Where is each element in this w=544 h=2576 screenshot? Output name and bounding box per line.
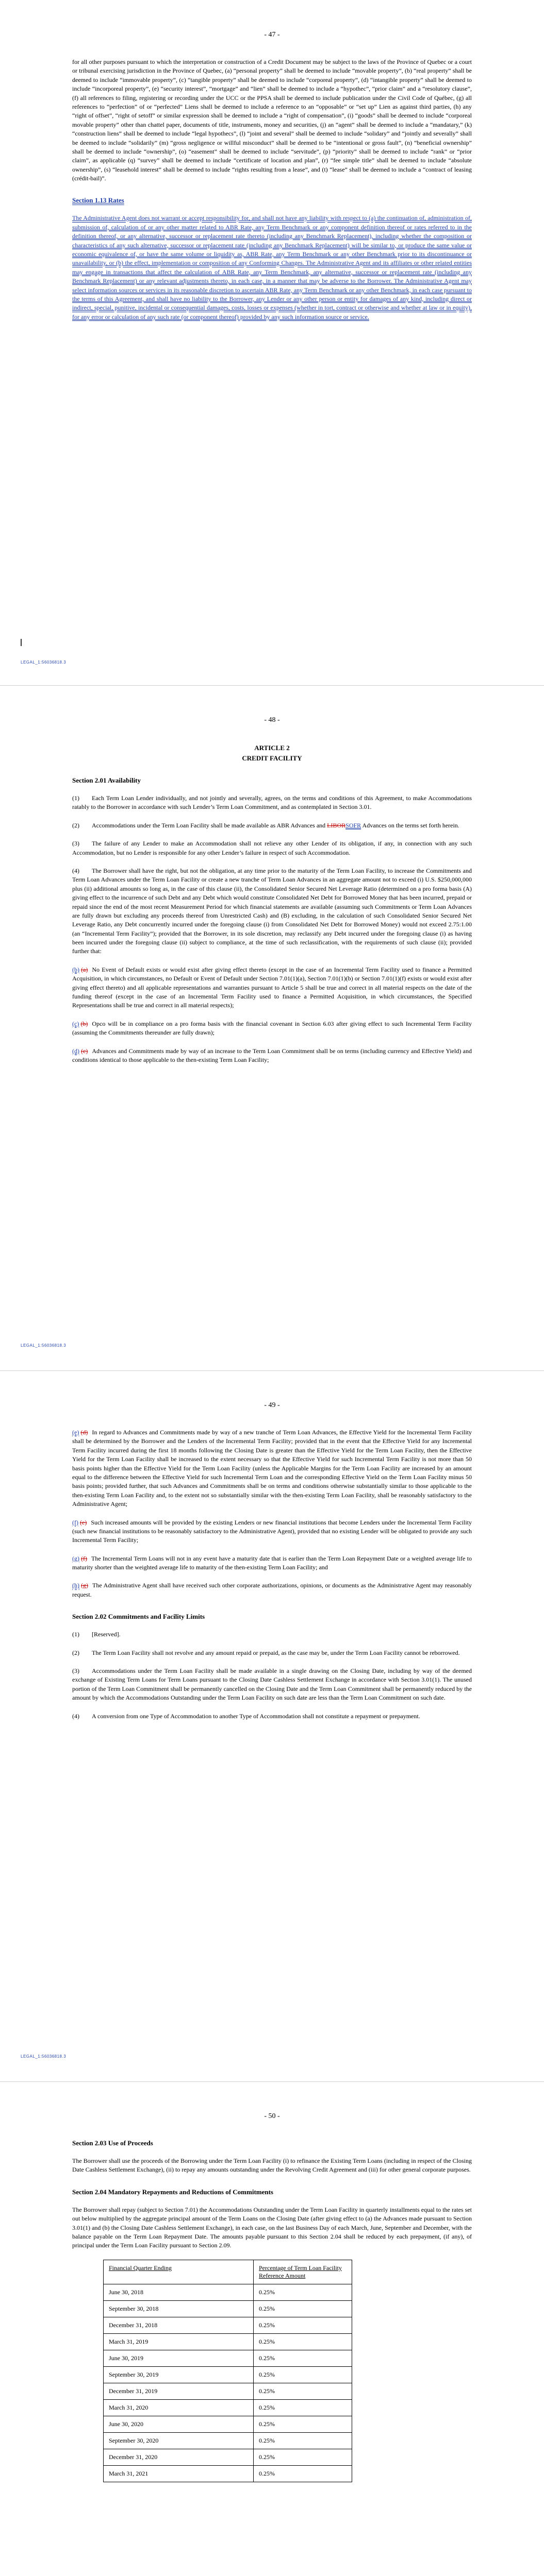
section-heading-rates: Section 1.13 Rates	[72, 196, 124, 205]
inserted-marker: (g)	[72, 1554, 79, 1562]
section-body-rates: The Administrative Agent does not warrant or accept responsibility for, and shall not have any liability with respect to (a) the continuation of, administration of, submission of, calculation of or any other matter related to ABR Rate, any Term Benchmark or any component definition thereof or rates referred to in the definition thereof, or any alternative, successor or replacement rate thereto (including any Benchmark Replacement), including whether the composition or characteristics of any such alternative, successor or replacement rate (including any Benchmark Replacement) will be similar to, or produce the same value or economic equivalence of, or have the same volume or liquidity as, ABR Rate, any Term Benchmark or any other Benchmark prior to its discontinuance or unavailability, or (b) the effect, implementation or composition of any Conforming Changes. The Administrative Agent and its affiliates or other related entities may engage in transactions that affect the calculation of ABR Rate, any Term Benchmark, any alternative, successor or replacement rate (including any Benchmark Replacement) or any relevant adjustments thereto, in each case, in a manner that may be adverse to the Borrower. The Administrative Agent may select information sources or services in its reasonable discretion to ascertain ABR Rate, any Term Benchmark or any other Benchmark, in each case pursuant to the terms of this Agreement, and shall have no liability to the Borrower, any Lender or any other person or entity for damages of any kind, including direct or indirect, special, punitive, incidental or consequential damages, costs, losses or expenses (whether in tort, contract or otherwise and whether at law or in equity), for any error or calculation of any such rate (or component thereof) provided by any such information source or service.	[72, 214, 472, 320]
item-text: Accommodations under the Term Loan Facility shall be made available as ABR Advances and	[92, 821, 327, 829]
inserted-text: SOFR	[345, 821, 361, 829]
item-text: Each Term Loan Lender individually, and not jointly and severally, agrees, on the terms and conditions of this Agreement, to make Accommodations ratably to the Borrower in accordance with such Lender’s Term Loan Commitment, and as contemplated in Section 3.01.	[72, 794, 472, 811]
item-label: (3)	[72, 840, 79, 848]
section-body-mandatory-repayments: The Borrower shall repay (subject to Section 7.01) the Accommodations Outstanding under the Term Loan Facility in quarterly installments equal to the rates set out below multiplied by the aggregate principal amount of the Term Loans on the Closing Date (after giving effect to (a) the Advances made pursuant to Section 3.01(1) and (b) the Closing Date Cashless Settlement Exchange), in each case, on the last Business Day of each March, June, September and December, with the balance payable on the Term Loan Repayment Date. The amounts payable pursuant to this Section 2.04 shall be reduced by each prepayment, (if any), of principal under the Term Loan Facility pursuant to Section 2.09.	[72, 2206, 472, 2249]
item-text: Accommodations under the Term Loan Facility shall be made available in a single drawing on the Closing Date, including by way of the deemed exchange of Existing Term Loans for Term Loans pursuant to the Closing Date Cashless Settlement Exchange in accordance with Section 3.01(1). The unused portion of the Term Loan Commitment shall be permanently cancelled on the Closing Date and the Term Loan Commitment shall be permanently reduced by the amount by which the Accommodations Outstanding under the Term Loan Facility on such date are less than the Term Loan Commitment on such date.	[72, 1667, 472, 1702]
article-heading	[72, 743, 472, 763]
page-number: - 49 -	[264, 1401, 280, 1409]
table-row	[104, 2366, 352, 2383]
item-label: (2)	[72, 821, 79, 829]
paragraph-quebec-interpretation: for all other purposes pursuant to which the interpretation or construction of a Credit Document may be subject to the laws of the Province of Quebec or a court or tribunal exercising jurisdiction in the Province of Quebec, (a) “personal property” shall be deemed to include “movable property”, (b) “real property” shall be deemed to include “immovable property”, (c) “tangible property” shall be deemed to include “corporeal property”, (d) “intangible property” shall be deemed to include “incorporeal property”, (e) “security interest”, “mortgage” and “lien” shall be deemed to include a “hypothec”, “prior claim” and a “resolutory clause”, (f) all references to filing, registering or recording under the UCC or the PPSA shall be deemed to include publication under the Civil Code of Québec, (g) all references to “perfection” of or “perfected” Liens shall be deemed to include a reference to an “opposable” or “set up” Lien as against third parties, (h) any “right of offset”, “right of setoff” or similar expression shall be deemed to include a “right of compensation”, (i) “goods” shall be deemed to include “corporeal movable property” other than chattel paper, documents of title, instruments, money and securities, (j) an “agent” shall be deemed to include a “mandatary,” (k) “construction liens” shall be deemed to include “legal hypothecs”, (l) “joint and several” shall be deemed to include “solidary” and “jointly and severally” shall be deemed to include “solidarily” (m) “gross negligence or willful misconduct” shall be deemed to be “intentional or gross fault”, (n) “beneficial ownership” shall be deemed to include “ownership”, (o) “easement” shall be deemed to include “servitude”, (p) “priority” shall be deemed to include “rank” or “prior claim”, as applicable (q) “survey” shall be deemed to include “certificate of location and plan”, (r) “fee simple title” shall be deemed to include “absolute ownership”, (s) “leasehold interest” shall be deemed to include “rights resulting from a lease”, and (t) “lease” shall be deemed to include a “contract of leasing (crédit-bail)”.	[72, 58, 472, 182]
table-row	[104, 2350, 352, 2366]
section-heading-mandatory-repayments: Section 2.04 Mandatory Repayments and Reductions of Commitments	[72, 2188, 273, 2196]
sub-item	[72, 1047, 472, 1065]
page-separator	[0, 1370, 544, 1371]
cell-percentage: 0.25%	[254, 2333, 352, 2350]
section-heading-use-of-proceeds: Section 2.03 Use of Proceeds	[72, 2139, 153, 2147]
sub-item	[72, 1518, 472, 1545]
page-49	[0, 1370, 544, 2081]
section-body-use-of-proceeds: The Borrower shall use the proceeds of the Borrowing under the Term Loan Facility (i) to refinance the Existing Term Loans (including in respect of the Closing Date Cashless Settlement Exchange), (ii) to repay any amounts outstanding under the Revolving Credit Agreement and (iii) for other general corporate purposes.	[72, 2157, 472, 2174]
table-row	[104, 2284, 352, 2300]
deleted-marker: (b)	[80, 1020, 88, 1027]
deleted-text: LIBOR	[327, 821, 346, 829]
page-number: - 50 -	[264, 2112, 280, 2120]
change-bar	[21, 639, 22, 646]
page-separator	[0, 685, 544, 686]
item-label: (4)	[72, 1712, 79, 1720]
list-item	[72, 839, 472, 857]
item-text: Advances on the terms set forth herein.	[361, 821, 459, 829]
section-heading-availability: Section 2.01 Availability	[72, 776, 141, 784]
article-title: CREDIT FACILITY	[242, 754, 302, 762]
page-number: - 48 -	[264, 716, 280, 724]
list-item	[72, 1630, 472, 1639]
sub-item	[72, 1581, 472, 1599]
inserted-marker: (d)	[72, 1047, 79, 1055]
page-47	[0, 0, 544, 685]
sub-item	[72, 965, 472, 1010]
cell-percentage: 0.25%	[254, 2432, 352, 2449]
cell-percentage: 0.25%	[254, 2383, 352, 2399]
table-header-row	[104, 2260, 352, 2284]
table-row	[104, 2449, 352, 2465]
table-row	[104, 2333, 352, 2350]
sub-item	[72, 1554, 472, 1572]
item-text: The failure of any Lender to make an Accommodation shall not relieve any other Lender of its obligation, if any, in connection with any such Accommodation, but no Lender is responsible for any other Lender’s failure in respect of such Accommodation.	[72, 840, 472, 856]
sub-item-text: Advances and Commitments made by way of an increase to the Term Loan Commitment shall be on terms (including currency and Effective Yield) and conditions identical to those applicable to the then-existing Term Loan Facility;	[72, 1047, 472, 1063]
deleted-marker: (g)	[81, 1582, 88, 1589]
sub-item-text: Such increased amounts will be provided by the existing Lenders or new financial institutions that become Lenders under the Incremental Term Facility (such new financial institutions to be reasonably satisfactory to the Administrative Agent), provided that no existing Lender will be obligated to provide any such Incremental Term Facility;	[72, 1518, 472, 1544]
cell-percentage: 0.25%	[254, 2350, 352, 2366]
cell-percentage: 0.25%	[254, 2465, 352, 2482]
cell-quarter: June 30, 2019	[104, 2350, 254, 2366]
cell-quarter: September 30, 2018	[104, 2300, 254, 2317]
cell-quarter: June 30, 2020	[104, 2416, 254, 2432]
sub-item	[72, 1020, 472, 1038]
sub-item	[72, 1428, 472, 1509]
footer-document-ref: LEGAL_1:56036818.3	[21, 660, 67, 665]
item-text: The Term Loan Facility shall not revolve and any amount repaid or prepaid, as the case may be, under the Term Loan Facility cannot be reborrowed.	[92, 1649, 460, 1656]
footer-document-ref: LEGAL_1:56036818.3	[21, 1343, 67, 1348]
sub-item-text: The Administrative Agent shall have received such other corporate authorizations, opinions, or documents as the Administrative Agent may reasonably request.	[72, 1582, 472, 1598]
list-item	[72, 1712, 472, 1721]
item-label: (3)	[72, 1667, 79, 1675]
table-row	[104, 2317, 352, 2333]
cell-percentage: 0.25%	[254, 2449, 352, 2465]
cell-quarter: December 31, 2019	[104, 2383, 254, 2399]
table-row	[104, 2465, 352, 2482]
cell-percentage: 0.25%	[254, 2416, 352, 2432]
cell-quarter: September 30, 2020	[104, 2432, 254, 2449]
article-number: ARTICLE 2	[254, 744, 290, 752]
table-row	[104, 2416, 352, 2432]
inserted-marker: (b)	[72, 965, 79, 973]
table-row	[104, 2383, 352, 2399]
cell-quarter: March 31, 2021	[104, 2465, 254, 2482]
cell-percentage: 0.25%	[254, 2317, 352, 2333]
deleted-marker: (c)	[81, 1047, 88, 1055]
cell-percentage: 0.25%	[254, 2300, 352, 2317]
item-text: [Reserved].	[92, 1631, 121, 1638]
page-50	[0, 2081, 544, 2576]
cell-percentage: 0.25%	[254, 2399, 352, 2416]
column-header-percentage: Percentage of Term Loan Facility Reference Amount	[254, 2260, 352, 2284]
cell-quarter: March 31, 2020	[104, 2399, 254, 2416]
list-item	[72, 821, 472, 830]
inserted-marker: (c)	[72, 1020, 79, 1027]
item-label: (4)	[72, 867, 79, 874]
deleted-marker: (a)	[81, 965, 88, 973]
list-item	[72, 867, 472, 956]
list-item	[72, 794, 472, 812]
sub-item-text: No Event of Default exists or would exist after giving effect thereto (except in the case of an Incremental Term Facility used to finance a Permitted Acquisition, in which circumstances, no Default or Event of Default under Section 7.01(1)(a), Section 7.01(1)(b) or Section 7.01(1)(f) exists or would exist after giving effect thereto) and all applicable representations and warranties pursuant to Article 5 shall be true and correct in all material respects on the date of the funding thereof (except in the case of an Incremental Term Facility used to finance a Permitted Acquisition, in which circumstances, the Specified Representations shall be true and correct in all material respects);	[72, 965, 472, 1009]
cell-quarter: December 31, 2020	[104, 2449, 254, 2465]
column-header-quarter: Financial Quarter Ending	[104, 2260, 254, 2284]
item-label: (1)	[72, 794, 79, 802]
page-48	[0, 685, 544, 1370]
inserted-marker: (e)	[72, 1429, 79, 1436]
deleted-marker: (e)	[80, 1518, 87, 1526]
sub-item-text: The Incremental Term Loans will not in any event have a maturity date that is earlier than the Term Loan Repayment Date or a weighted average life to maturity shorter than the weighted average life to maturity of the then-existing Term Loan Facility; and	[72, 1554, 472, 1571]
list-item	[72, 1667, 472, 1703]
page-number: - 47 -	[264, 31, 280, 39]
sub-item-text: Opco will be in compliance on a pro forma basis with the financial covenant in Section 6.03 after giving effect to such Incremental Term Facility (assuming the Commitments thereunder are fully drawn);	[72, 1020, 472, 1037]
inserted-marker: (h)	[72, 1582, 79, 1589]
footer-document-ref: LEGAL_1:56036818.3	[21, 2054, 67, 2059]
table-row	[104, 2300, 352, 2317]
page-separator	[0, 2081, 544, 2082]
cell-percentage: 0.25%	[254, 2284, 352, 2300]
deleted-marker: (d)	[80, 1429, 88, 1436]
cell-quarter: December 31, 2018	[104, 2317, 254, 2333]
cell-quarter: September 30, 2019	[104, 2366, 254, 2383]
item-text: The Borrower shall have the right, but not the obligation, at any time prior to the maturity of the Term Loan Facility, to increase the Commitments and Term Loan Advances under the Term Loan Facility or create a new tranche of Term Loan Advances in an aggregate amount not to exceed (i) U.S. $250,000,000 plus (ii) additional amounts so long as, in the case of this clause (ii), the Consolidated Senior Secured Net Leverage Ratio (determined on a pro forma basis (A) giving effect to the incurrence of such Debt and any Debt which would constitute Consolidated Net Debt for Borrowed Money that has been incurred, prepaid or repaid since the end of the most recent Measurement Period for which financial statements are available (assuming such Commitments or Term Loan Advances are fully drawn but excluding any proceeds thereof from Unrestricted Cash) and (B) excluding, in the calculation of such Consolidated Senior Secured Net Leverage Ratio, any Debt concurrently incurred under the foregoing clause (i) from Consolidated Net Debt for Borrowed Money) would not exceed 2.75:1.00 (an “Incremental Term Facility”); provided that the Borrower, in its sole discretion, may reclassify any Debt incurred under the foregoing clause (i) as having been incurred under the foregoing clause (ii) subject to compliance, at the time of such reclassification, with the requirements of such clause (ii); provided further that:	[72, 867, 472, 955]
cell-percentage: 0.25%	[254, 2366, 352, 2383]
table-body	[104, 2284, 352, 2482]
deleted-marker: (f)	[81, 1554, 87, 1562]
list-item	[72, 1649, 472, 1657]
item-label: (1)	[72, 1631, 79, 1638]
cell-quarter: June 30, 2018	[104, 2284, 254, 2300]
inserted-marker: (f)	[72, 1518, 78, 1526]
amortization-table	[103, 2260, 352, 2482]
cell-quarter: March 31, 2019	[104, 2333, 254, 2350]
table-row	[104, 2399, 352, 2416]
item-label: (2)	[72, 1649, 79, 1656]
item-text: A conversion from one Type of Accommodation to another Type of Accommodation shall not constitute a repayment or prepayment.	[92, 1712, 420, 1720]
table-row	[104, 2432, 352, 2449]
sub-item-text: In regard to Advances and Commitments made by way of a new tranche of Term Loan Advances, the Effective Yield for the Incremental Term Facility shall be determined by the Borrower and the Lenders of the Incremental Term Facility; provided that in the event that the Effective Yield for any Incremental Term Facility incurred during the first 18 months following the Closing Date is greater than the Effective Yield for the Term Loan Facility, then the Effective Yield for the Term Loan Facility shall be increased to the extent necessary so that the Effective Yield for such Incremental Term Facility is not more than 50 basis points higher than the Effective Yield for the Term Loan Facility (unless the Applicable Margins for the Term Loan Facility are increased by an amount equal to the difference between the Effective Yield for such Incremental Term Loan and the corresponding Effective Yield on the Term Loan Facility minus 50 basis points; provided further, that such Advances and Commitments shall be on terms and conditions otherwise substantially similar to those applicable to the then-existing Term Loan Facility and, to the extent not so substantially similar with the then-existing Term Loan Facility, shall be reasonably satisfactory to the Administrative Agent;	[72, 1429, 472, 1508]
section-heading-commitments: Section 2.02 Commitments and Facility Limits	[72, 1613, 205, 1621]
